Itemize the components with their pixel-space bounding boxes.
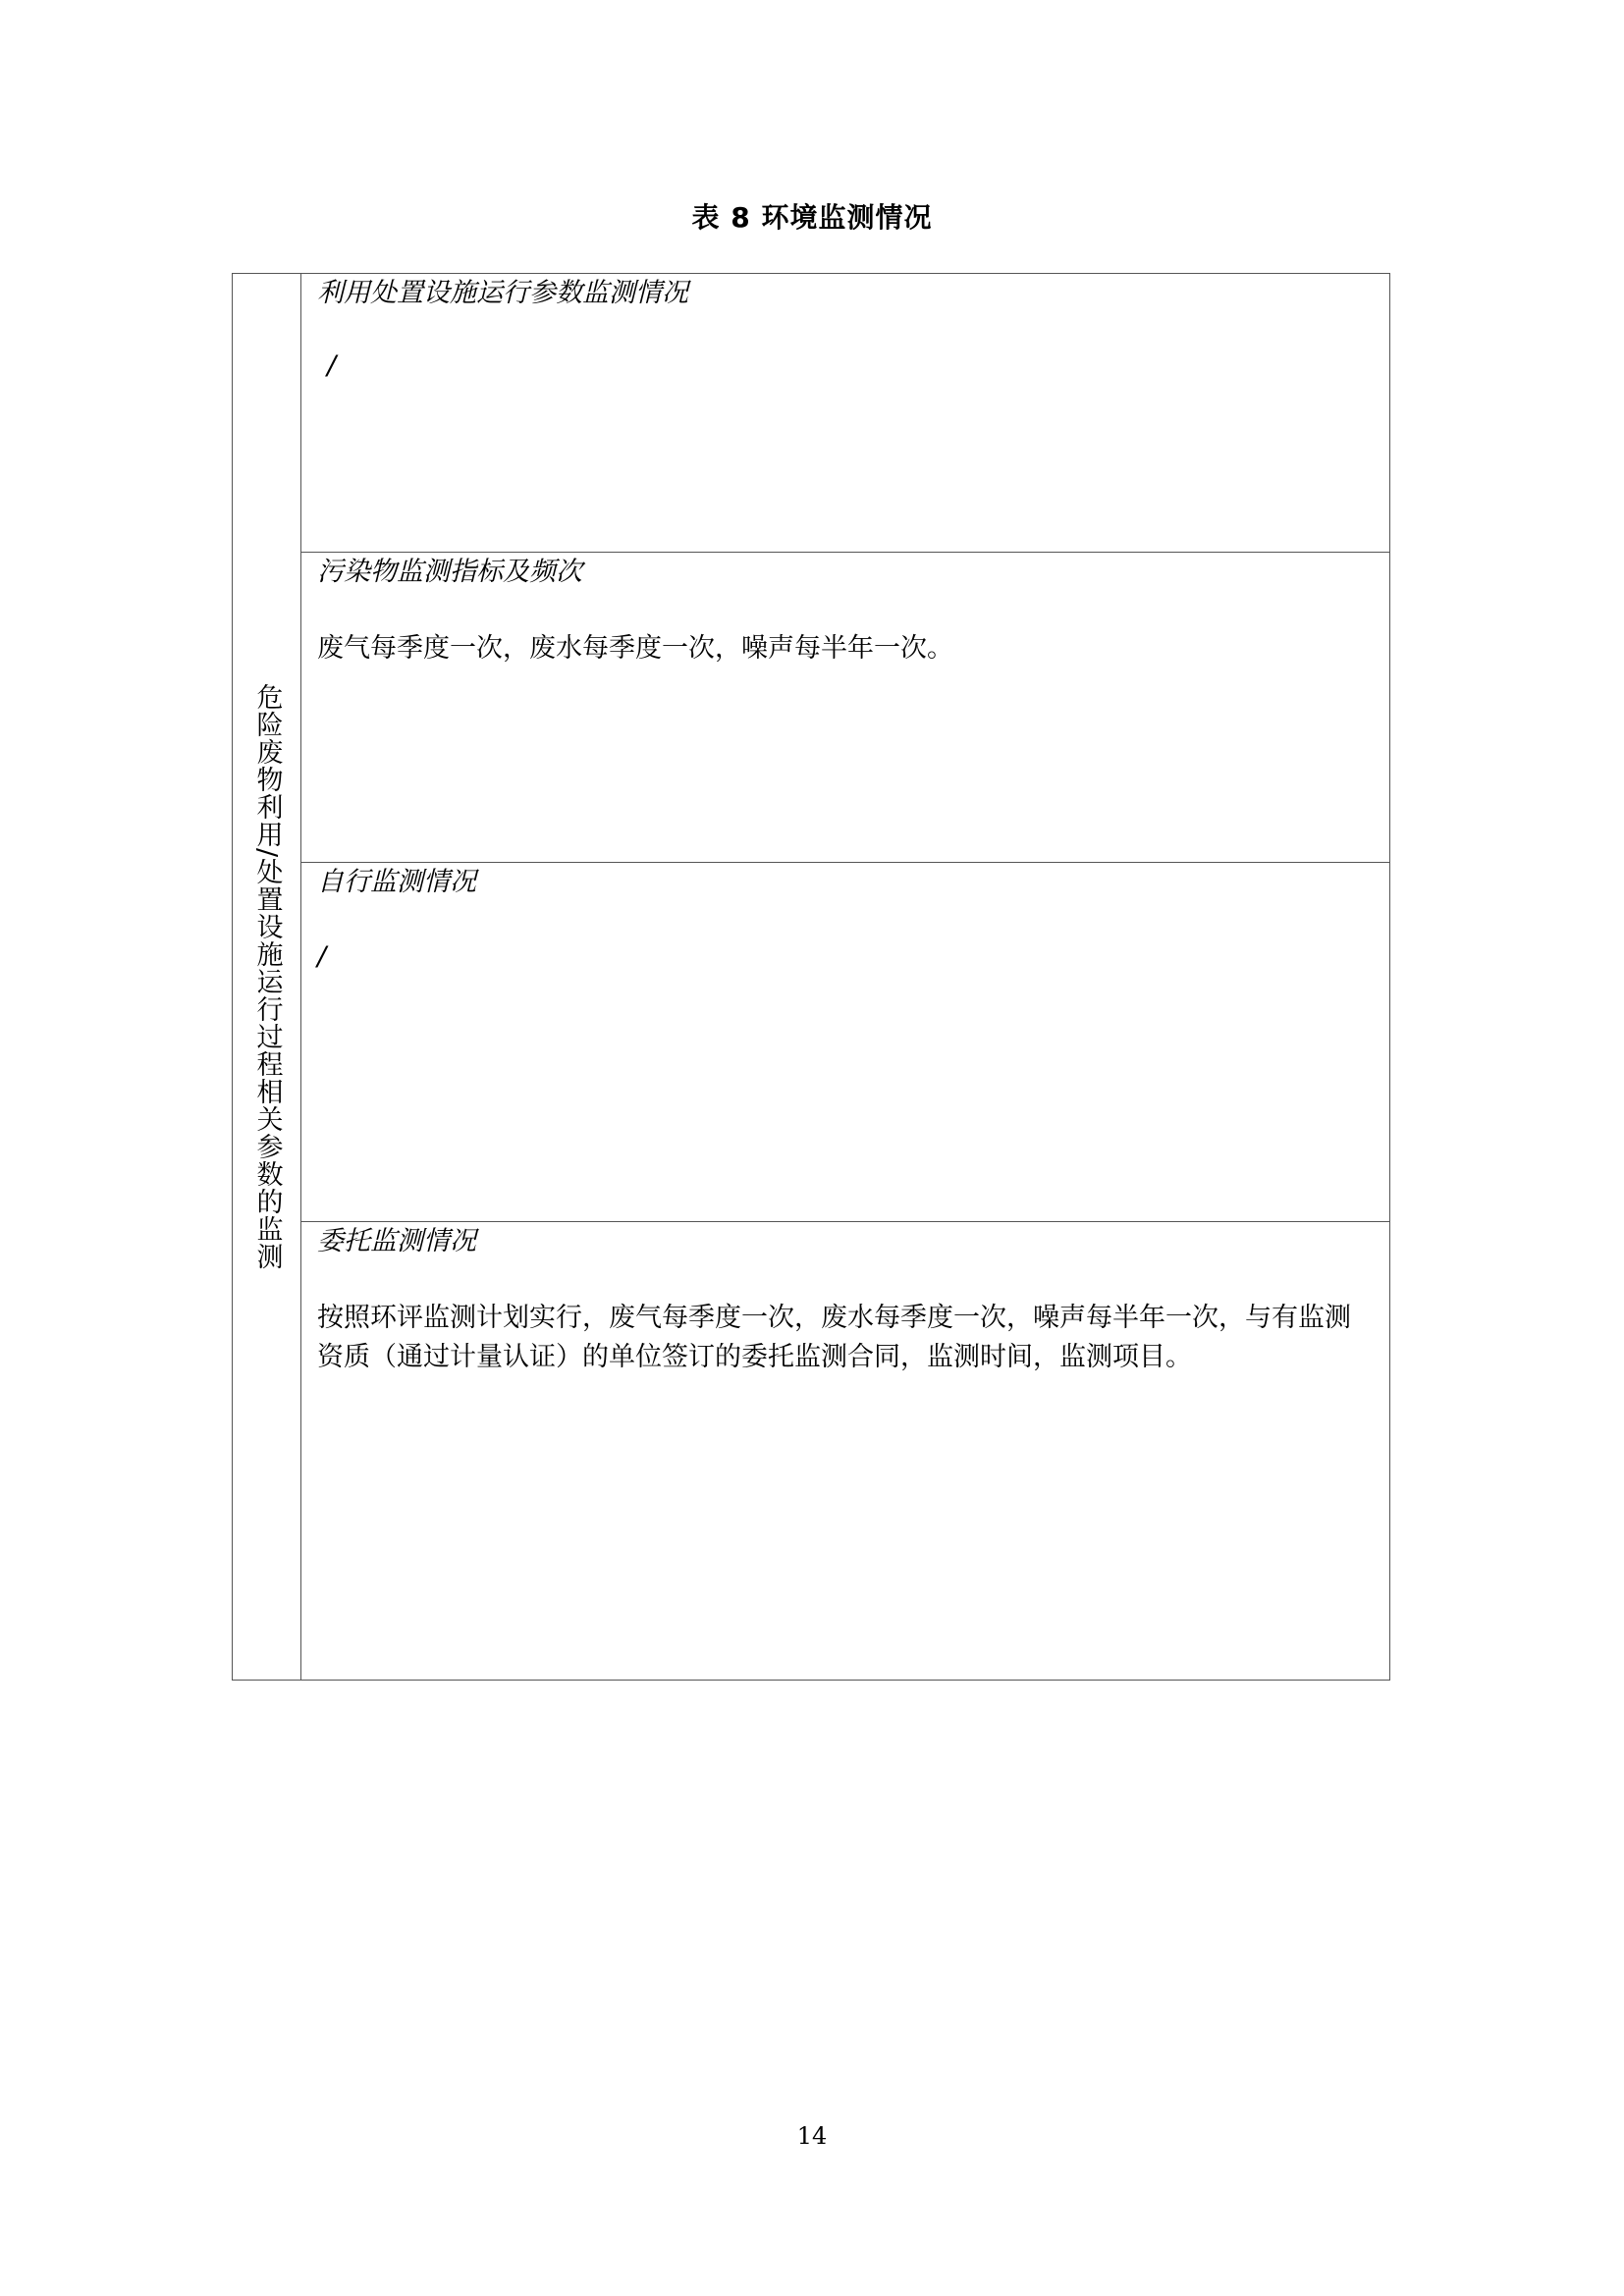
table-title: 表 8 环境监测情况 [691, 201, 933, 234]
section-title: 委托监测情况 [317, 1226, 476, 1256]
sections-column [301, 274, 1389, 1680]
section-title: 污染物监测指标及频次 [317, 557, 582, 587]
section-title: 利用处置设施运行参数监测情况 [317, 278, 688, 308]
section-facility-parameters [301, 274, 1389, 553]
side-label: 危险废物利用/处置设施运行过程相关参数的监测 [251, 682, 283, 1271]
side-label-cell [233, 274, 301, 1680]
section-commissioned-monitoring [301, 1222, 1389, 1682]
page-number: 14 [796, 2122, 828, 2150]
section-self-monitoring [301, 863, 1389, 1222]
section-body: / [317, 941, 327, 972]
section-title: 自行监测情况 [317, 867, 476, 897]
section-body: / [327, 350, 337, 381]
section-body: 按照环评监测计划实行，废气每季度一次，废水每季度一次，噪声每半年一次，与有监测资质（通过计量认证）的单位签订的委托监测合同，监测时间，监测项目。 [317, 1303, 1351, 1372]
monitoring-table [232, 273, 1390, 1681]
section-pollutant-indicators [301, 553, 1389, 863]
section-body: 废气每季度一次，废水每季度一次，噪声每半年一次。 [317, 633, 953, 664]
